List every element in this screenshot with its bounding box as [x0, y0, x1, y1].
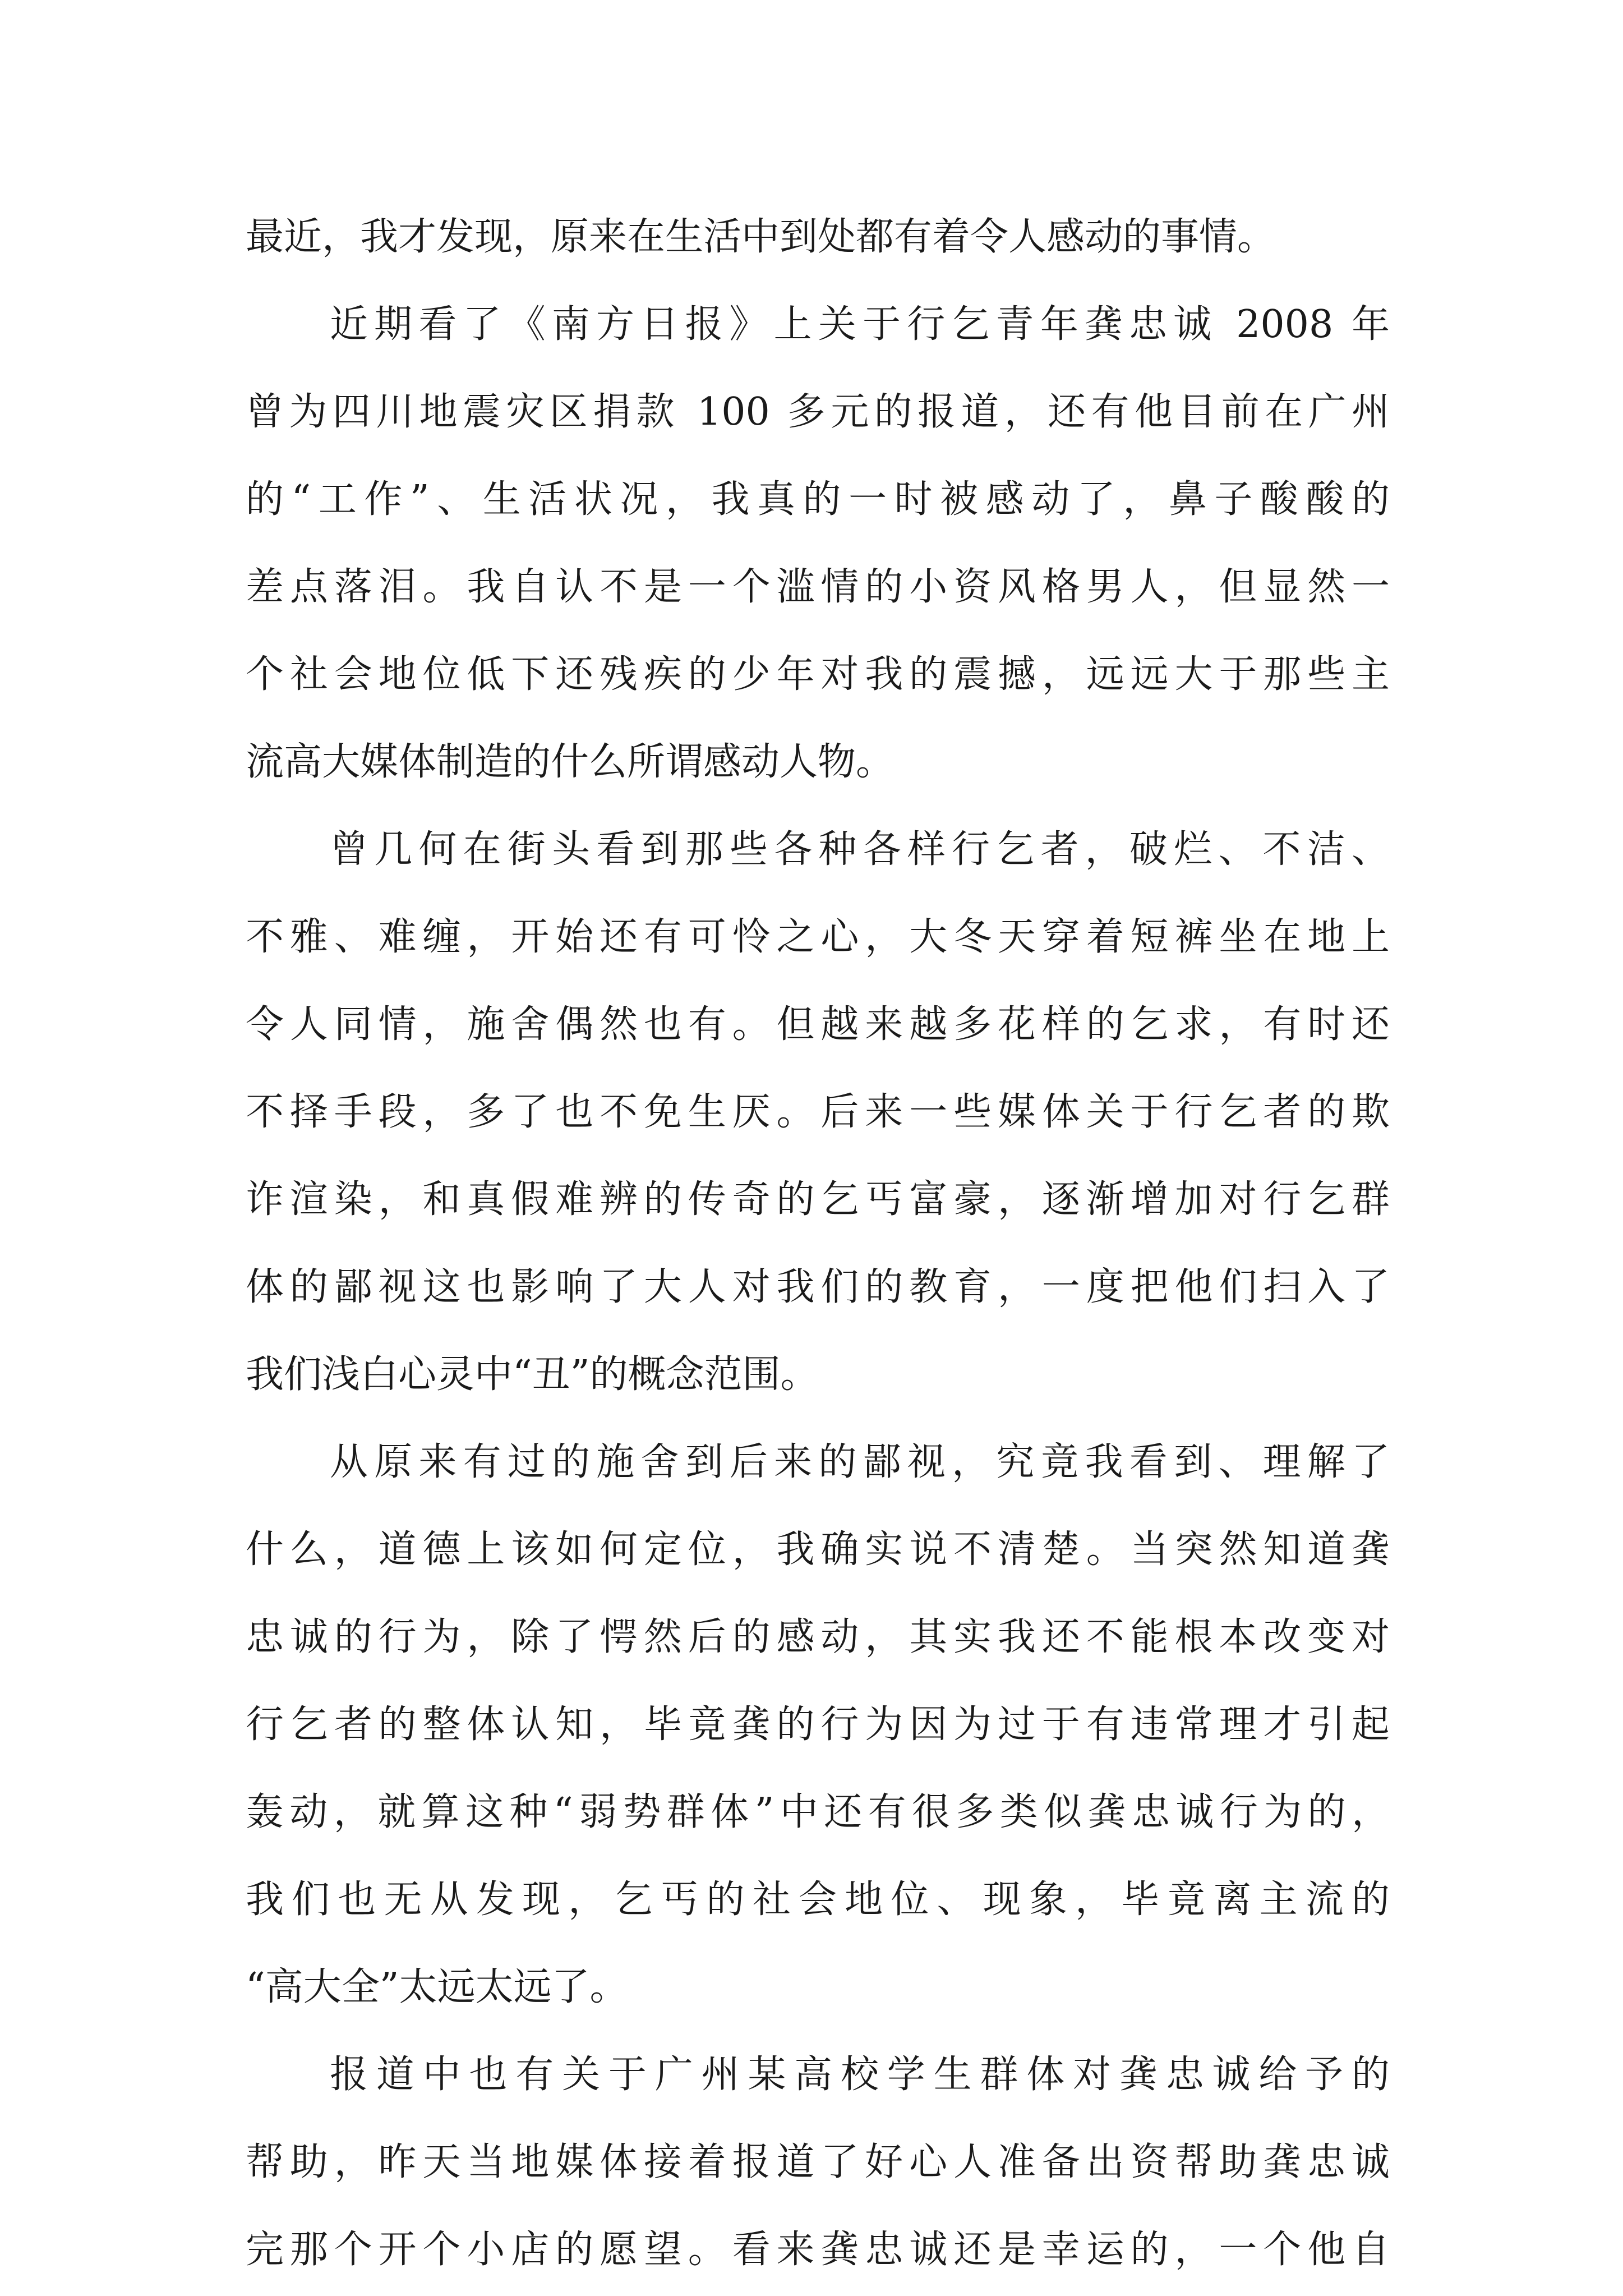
text-line: 轰动，就算这种“弱势群体”中还有很多类似龚忠诚行为的， — [246, 1790, 1390, 1834]
text-line: 个社会地位低下还残疾的少年对我的震撼，远远大于那些主 — [246, 652, 1390, 697]
text-line: 差点落泪。我自认不是一个滥情的小资风格男人，但显然一 — [246, 565, 1390, 609]
text-line: “高大全”太远太远了。 — [246, 1965, 628, 2009]
text-line: 什么，道德上该如何定位，我确实说不清楚。当突然知道龚 — [246, 1527, 1390, 1572]
text-line: 不择手段，多了也不免生厌。后来一些媒体关于行乞者的欺 — [246, 1090, 1390, 1134]
text-line: 不雅、难缠，开始还有可怜之心，大冬天穿着短裤坐在地上 — [246, 915, 1390, 959]
text-line: 行乞者的整体认知，毕竟龚的行为因为过于有违常理才引起 — [246, 1703, 1390, 1747]
text-line: 忠诚的行为，除了愕然后的感动，其实我还不能根本改变对 — [246, 1615, 1390, 1659]
text-line: 帮助，昨天当地媒体接着报道了好心人准备出资帮助龚忠诚 — [246, 2140, 1390, 2184]
text-line: 最近，我才发现，原来在生活中到处都有着令人感动的事情。 — [246, 215, 1276, 259]
text-line: 我们也无从发现，乞丐的社会地位、现象，毕竟离主流的 — [246, 1878, 1390, 1922]
text-line: 完那个开个小店的愿望。看来龚忠诚还是幸运的，一个他自 — [246, 2228, 1390, 2272]
text-line: 从原来有过的施舍到后来的鄙视，究竟我看到、理解了 — [330, 1440, 1390, 1484]
text-line: 的“工作”、生活状况，我真的一时被感动了，鼻子酸酸的 — [246, 477, 1390, 522]
document-body — [246, 194, 1390, 2294]
text-line: 诈渲染，和真假难辨的传奇的乞丐富豪，逐渐增加对行乞群 — [246, 1177, 1390, 1222]
text-line: 报道中也有关于广州某高校学生群体对龚忠诚给予的 — [330, 2053, 1390, 2097]
text-line: 近期看了《南方日报》上关于行乞青年龚忠诚 2008 年 — [330, 302, 1390, 347]
text-line: 流高大媒体制造的什么所谓感动人物。 — [246, 740, 895, 784]
text-line: 曾几何在街头看到那些各种各样行乞者，破烂、不洁、 — [330, 827, 1390, 872]
text-line: 我们浅白心灵中“丑”的概念范围。 — [246, 1352, 819, 1397]
text-line: 曾为四川地震灾区捐款 100 多元的报道，还有他目前在广州 — [246, 390, 1390, 434]
text-line: 体的鄙视这也影响了大人对我们的教育，一度把他们扫入了 — [246, 1265, 1390, 1309]
text-line: 令人同情，施舍偶然也有。但越来越多花样的乞求，有时还 — [246, 1002, 1390, 1047]
